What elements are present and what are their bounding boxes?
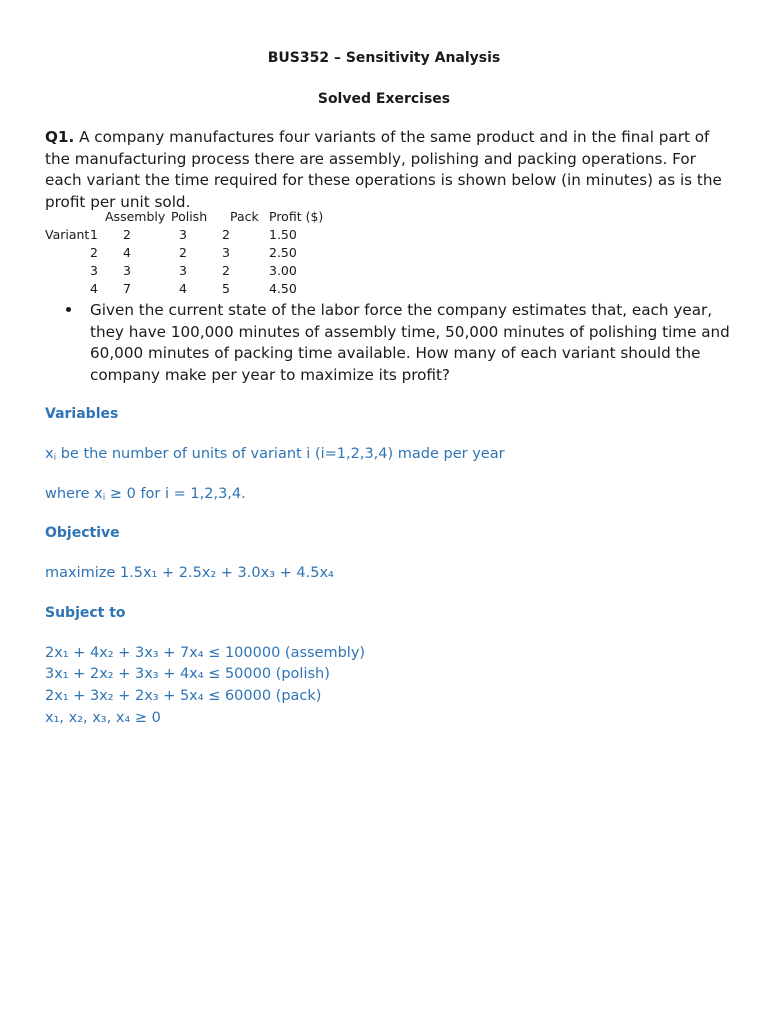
table-cell-variant: 4 [90, 281, 98, 296]
constraint-nonnegativity: x₁, x₂, x₃, x₄ ≥ 0 [45, 710, 161, 726]
table-header-assembly: Assembly [105, 209, 166, 224]
table-cell-polish: 4 [179, 281, 187, 296]
variables-heading: Variables [45, 406, 119, 422]
table-cell-profit: 3.00 [269, 263, 297, 278]
table-cell-assembly: 2 [123, 227, 131, 242]
constraint-pack: 2x₁ + 3x₂ + 2x₃ + 5x₄ ≤ 60000 (pack) [45, 688, 322, 704]
objective-heading: Objective [45, 525, 120, 541]
table-cell-assembly: 7 [123, 281, 131, 296]
table-cell-variant: 3 [90, 263, 98, 278]
table-row-label: Variant [45, 227, 90, 242]
table-cell-variant: 1 [90, 227, 98, 242]
table-cell-pack: 3 [222, 245, 230, 260]
table-header-pack: Pack [230, 209, 259, 224]
question-label: Q1. [45, 128, 75, 146]
table-cell-assembly: 3 [123, 263, 131, 278]
constraints-heading: Subject to [45, 605, 126, 621]
bullet-text: Given the current state of the labor force the company estimates that, each year, they have 100,000 minutes of assembly time, 50,000 minutes of polishing time and 60,000 minutes of packing time available. How many of each variant should the company make per year to maximize its profit? [90, 301, 730, 384]
table-cell-profit: 4.50 [269, 281, 297, 296]
bullet-icon [66, 307, 71, 312]
table-header-polish: Polish [171, 209, 208, 224]
document-subtitle: Solved Exercises [317, 91, 451, 107]
table-header-profit: Profit ($) [269, 209, 324, 224]
question-1 [45, 127, 735, 213]
document-title: BUS352 – Sensitivity Analysis [267, 50, 501, 66]
table-cell-pack: 2 [222, 263, 230, 278]
variables-domain: where $x_i \ge 0$ for i = 1,2,3,4. [45, 486, 246, 503]
table-cell-pack: 2 [222, 227, 230, 242]
table-cell-pack: 5 [222, 281, 230, 296]
table-cell-profit: 1.50 [269, 227, 297, 242]
constraint-polish: 3x₁ + 2x₂ + 3x₃ + 4x₄ ≤ 50000 (polish) [45, 666, 330, 682]
table-cell-polish: 3 [179, 263, 187, 278]
table-cell-assembly: 4 [123, 245, 131, 260]
question-text: A company manufactures four variants of the same product and in the final part of the manufacturing process there are assembly, polishing and packing operations. For each variant the time required for these operations is shown below (in minutes) as is the profit per unit sold. [45, 128, 722, 211]
variables-definition: $x_i$ be the number of units of variant i (i=1,2,3,4) made per year [45, 446, 505, 463]
table-cell-variant: 2 [90, 245, 98, 260]
table-cell-profit: 2.50 [269, 245, 297, 260]
constraint-assembly: 2x₁ + 4x₂ + 3x₃ + 7x₄ ≤ 100000 (assembly) [45, 645, 366, 661]
table-cell-polish: 2 [179, 245, 187, 260]
objective-expression: maximize 1.5x₁ + 2.5x₂ + 3.0x₃ + 4.5x₄ [45, 565, 334, 581]
table-cell-polish: 3 [179, 227, 187, 242]
